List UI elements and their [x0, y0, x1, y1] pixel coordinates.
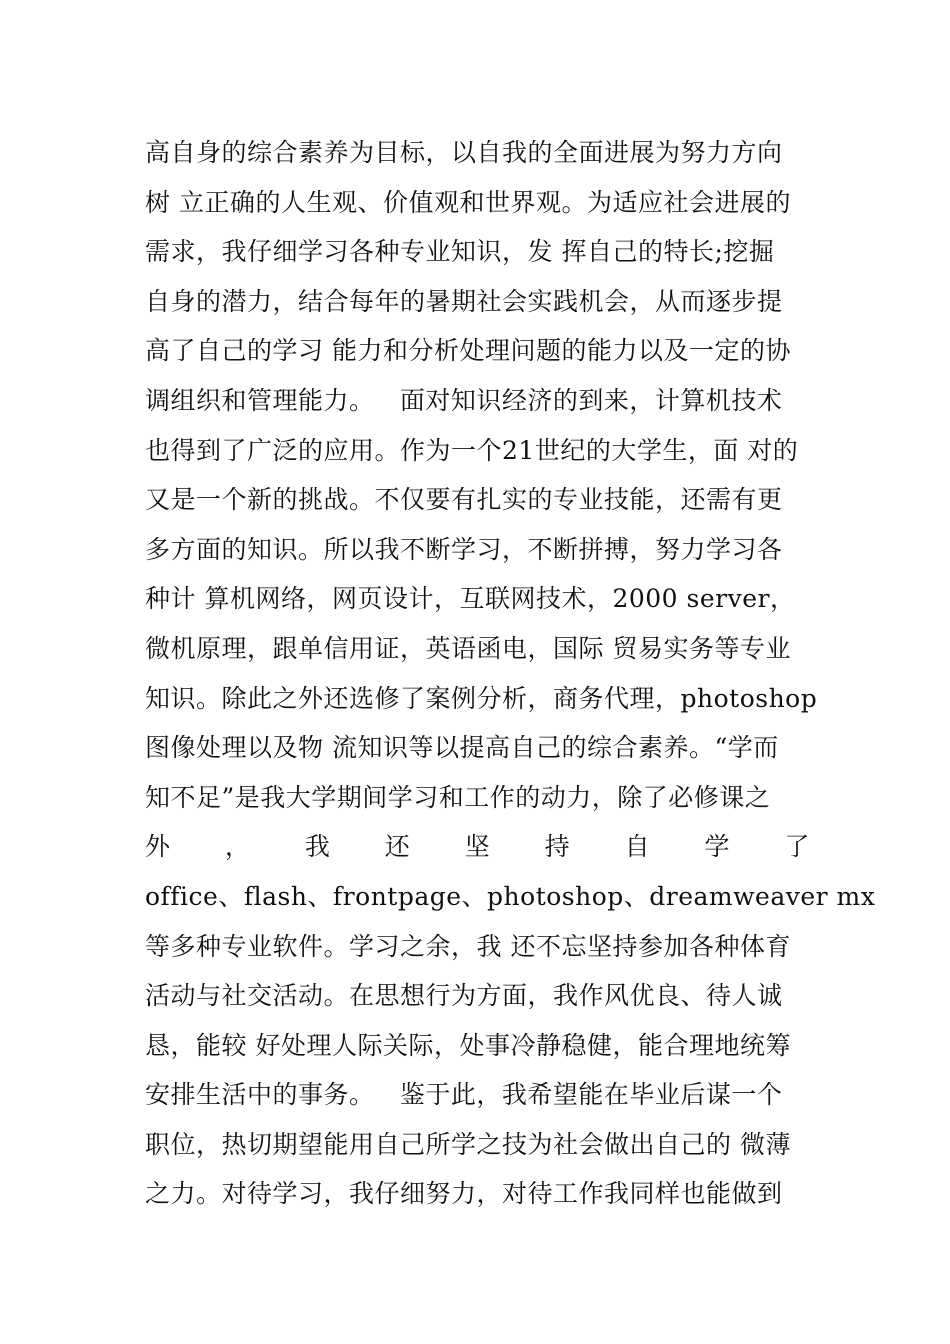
text-line: 需求，我仔细学习各种专业知识，发 挥自己的特长;挖掘	[145, 237, 775, 267]
text-line: 活动与社交活动。在思想行为方面，我作风优良、待人诚	[145, 981, 783, 1011]
body-text	[145, 128, 876, 1219]
text-line: 安排生活中的事务。 鉴于此，我希望能在毕业后谋一个	[145, 1080, 783, 1110]
text-line: 职位，热切期望能用自己所学之技为社会做出自己的 微薄	[145, 1129, 791, 1159]
text-line: 树 立正确的人生观、价值观和世界观。为适应社会进展的	[145, 187, 791, 217]
text-line: 微机原理，跟单信用证，英语函电，国际 贸易实务等专业	[145, 633, 791, 663]
text-line: 图像处理以及物 流知识等以提高自己的综合素养。“学而	[145, 733, 779, 763]
text-line: 调组织和管理能力。 面对知识经济的到来，计算机技术	[145, 385, 783, 415]
text-line: 恳，能较 好处理人际关际，处事冷静稳健，能合理地统筹	[145, 1030, 791, 1060]
text-line: 外 ， 我 还 坚 持 自 学 了	[145, 832, 810, 862]
text-line: 知识。除此之外还选修了案例分析，商务代理，photoshop	[145, 683, 818, 713]
text-line: 多方面的知识。所以我不断学习，不断拼搏，努力学习各	[145, 534, 783, 564]
text-line: 等多种专业软件。学习之余，我 还不忘坚持参加各种体育	[145, 931, 791, 961]
text-line: 自身的潜力，结合每年的暑期社会实践机会，从而逐步提	[145, 286, 783, 316]
text-line: 种计 算机网络，网页设计，互联网技术，2000 server，	[145, 584, 796, 614]
text-line: 之力。对待学习，我仔细努力，对待工作我同样也能做到	[145, 1179, 783, 1209]
text-line: office、flash、frontpage、photoshop、dreamweaver mx	[145, 881, 876, 911]
text-line: 又是一个新的挑战。不仅要有扎实的专业技能，还需有更	[145, 485, 783, 515]
text-line: 知不足”是我大学期间学习和工作的动力，除了必修课之	[145, 782, 771, 812]
text-line: 也得到了广泛的应用。作为一个21世纪的大学生，面 对的	[145, 435, 799, 465]
text-line: 高了自己的学习 能力和分析处理问题的能力以及一定的协	[145, 336, 791, 366]
text-line: 高自身的综合素养为目标，以自我的全面进展为努力方向	[145, 138, 783, 167]
